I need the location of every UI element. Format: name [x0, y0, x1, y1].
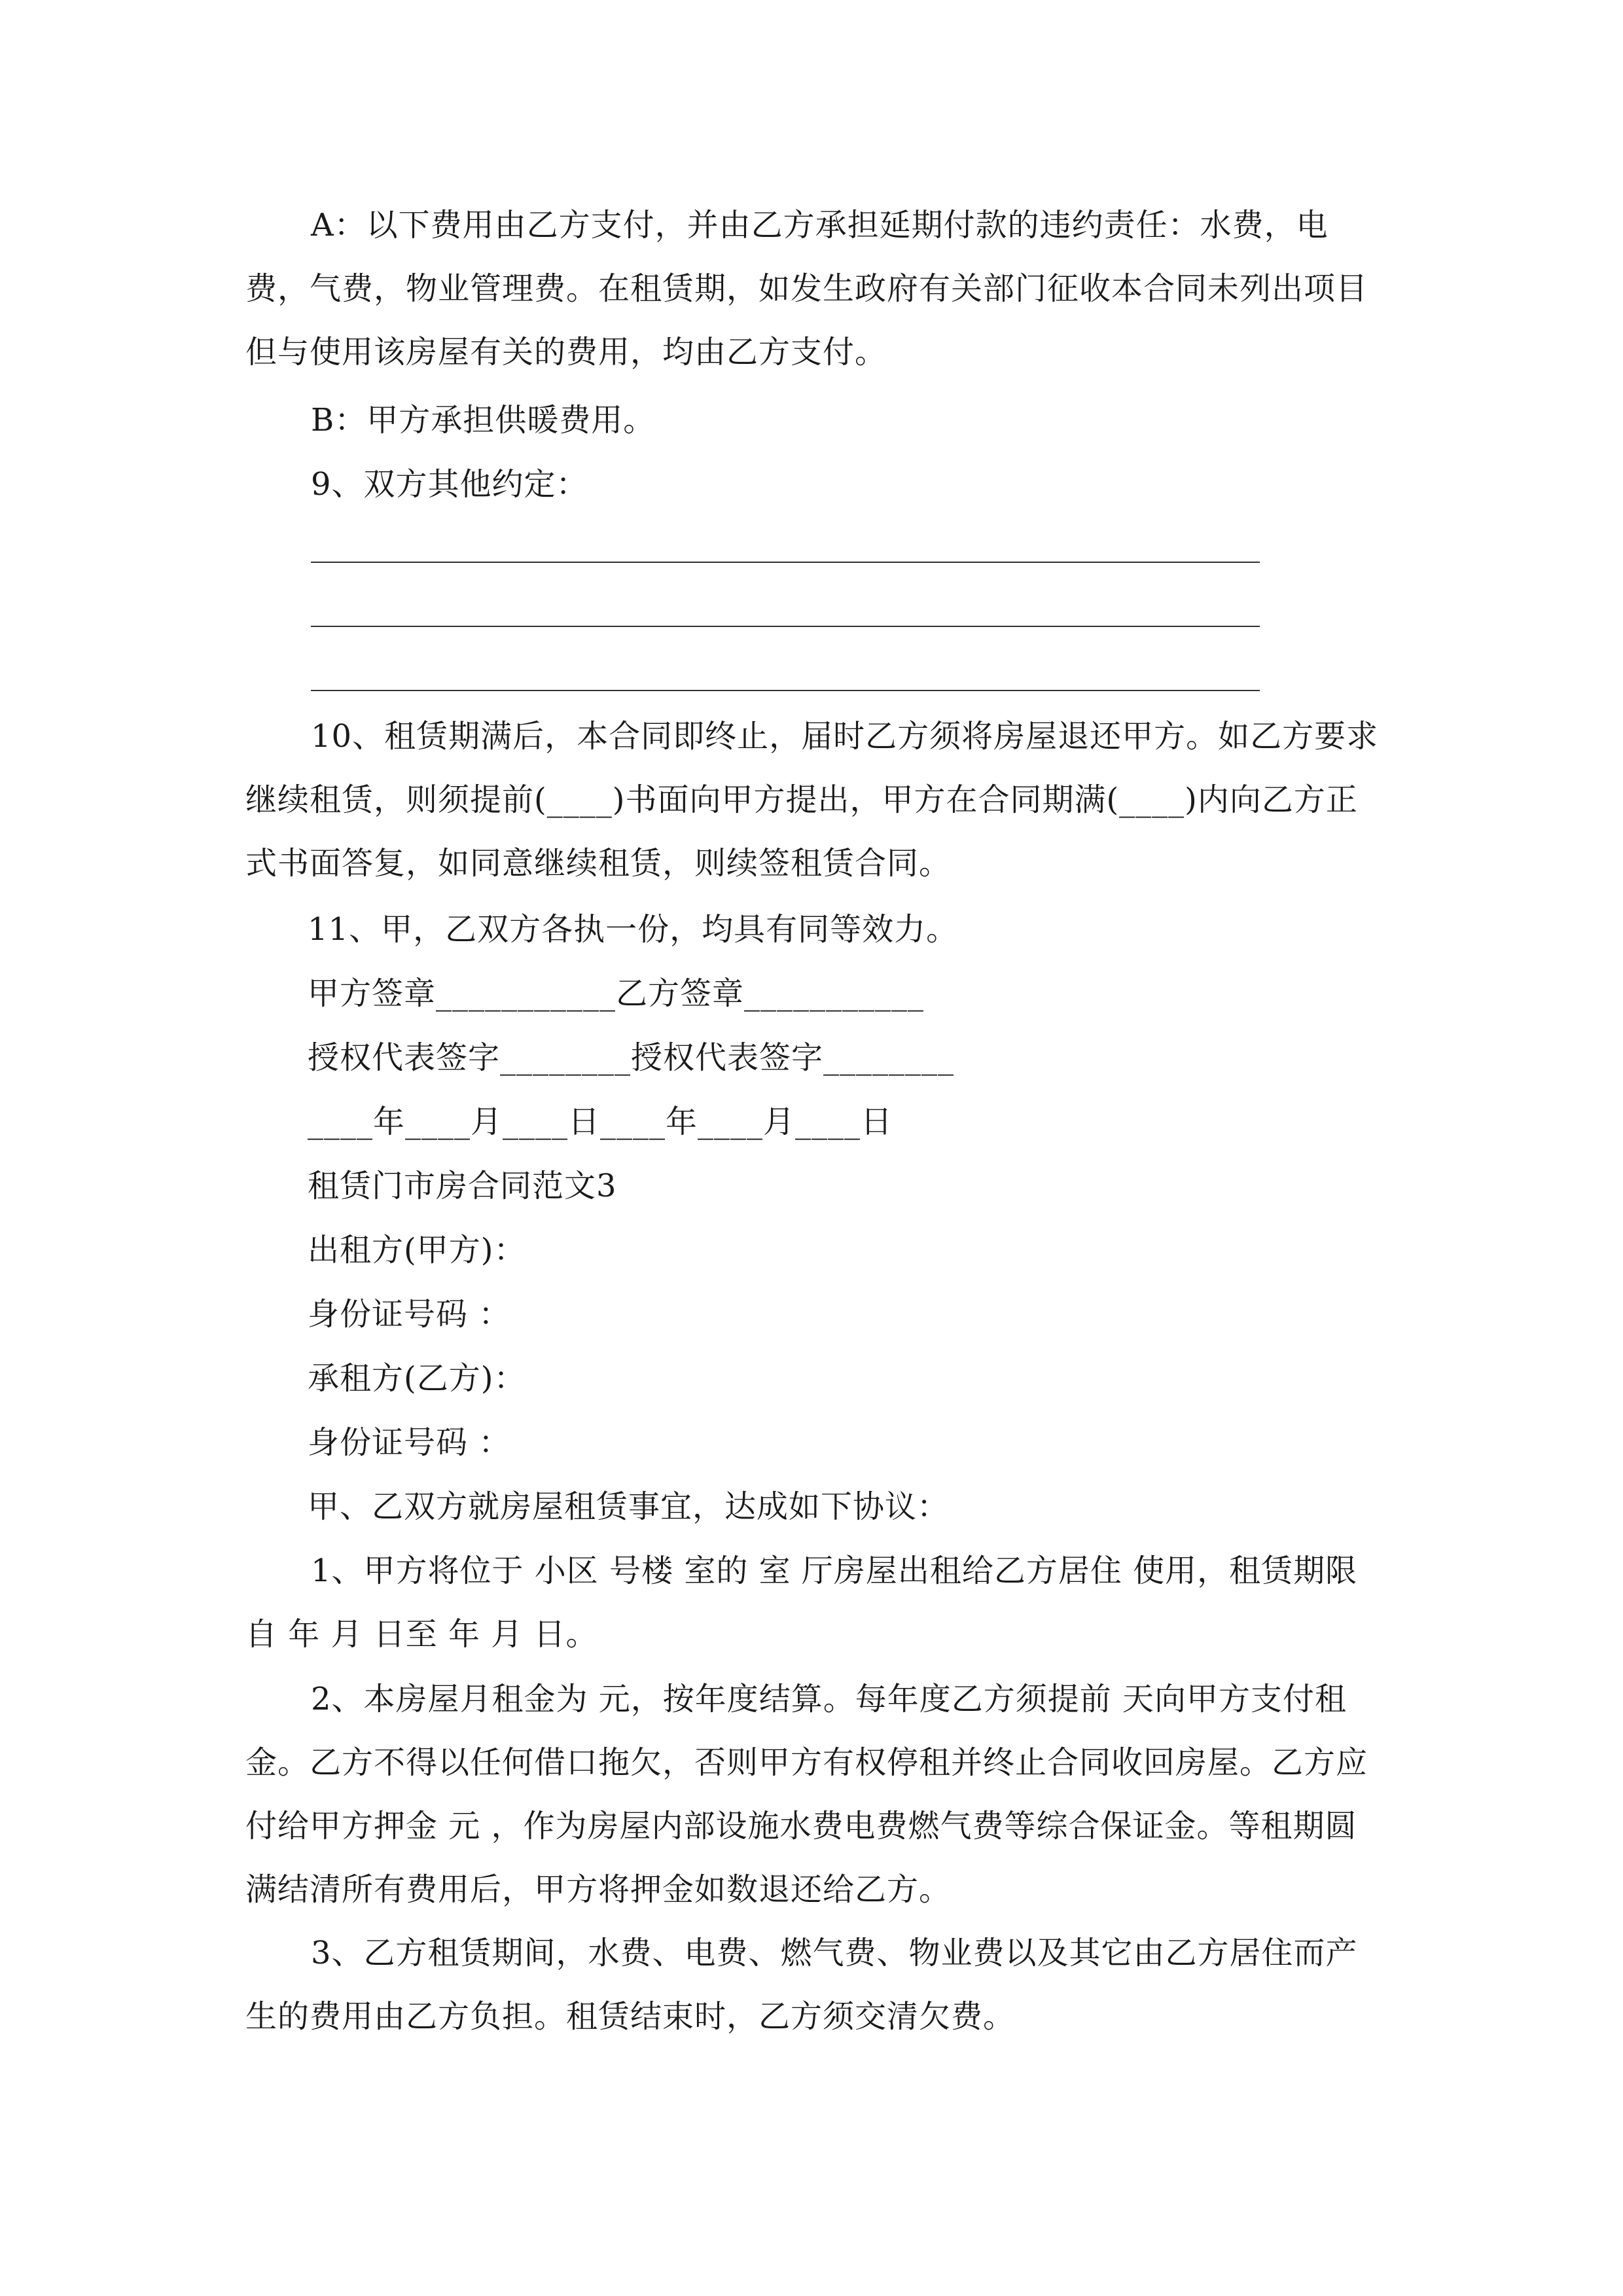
- clause-9-other-agreements: 9、双方其他约定：: [311, 466, 588, 503]
- section-title-3: 租赁门市房合同范文3: [308, 1168, 617, 1204]
- lessee-label: 承租方(乙方)：: [308, 1360, 526, 1397]
- lessee-id-label: 身份证号码 ：: [308, 1424, 511, 1461]
- lessor-id-label: 身份证号码 ：: [308, 1296, 511, 1333]
- clause-b-heating: B：甲方承担供暖费用。: [311, 402, 656, 439]
- clause-1-premises: 1、甲方将位于 小区 号楼 室的 室 厅房屋出租给乙方居住 使用，租赁期限自 年 月 日至 年 月 日。: [245, 1552, 1358, 1653]
- date-line: ____年____月____日____年____月____日: [308, 1103, 893, 1140]
- blank-line-1: [311, 562, 1260, 563]
- clause-11-copies: 11、甲，乙双方各执一份，均具有同等效力。: [308, 911, 959, 948]
- clause-a-expenses: A：以下费用由乙方支付，并由乙方承担延期付款的违约责任：水费，电费，气费，物业管理费。在租赁期，如发生政府有关部门征收本合同未列出项目但与使用该房屋有关的费用，均由乙方支付。: [245, 207, 1368, 370]
- blank-line-3: [311, 690, 1260, 691]
- signature-seal-line: 甲方签章___________乙方签章___________: [308, 975, 925, 1012]
- agreement-intro: 甲、乙双方就房屋租赁事宜，达成如下协议：: [308, 1488, 950, 1525]
- clause-2-rent: 2、本房屋月租金为 元，按年度结算。每年度乙方须提前 天向甲方支付租金。乙方不得以任何借口拖欠，否则甲方有权停租并终止合同收回房屋。乙方应付给甲方押金 元 ，作为房屋内部设施水费电费燃气费等综合保证金。等租期圆满结清所有费用后，甲方将押金如数退还给乙方。: [245, 1681, 1368, 1908]
- lessor-label: 出租方(甲方)：: [308, 1232, 526, 1268]
- blank-line-2: [311, 626, 1260, 627]
- authorized-signature-line: 授权代表签字________授权代表签字________: [308, 1039, 955, 1076]
- clause-10-renewal: 10、租赁期满后，本合同即终止，届时乙方须将房屋退还甲方。如乙方要求继续租赁，则须提前(____)书面向甲方提出，甲方在合同期满(____)内向乙方正式书面答复，如同意继续租赁，则续签租赁合同。: [245, 718, 1379, 882]
- clause-3-utilities: 3、乙方租赁期间，水费、电费、燃气费、物业费以及其它由乙方居住而产生的费用由乙方负担。租赁结束时，乙方须交清欠费。: [245, 1935, 1358, 2035]
